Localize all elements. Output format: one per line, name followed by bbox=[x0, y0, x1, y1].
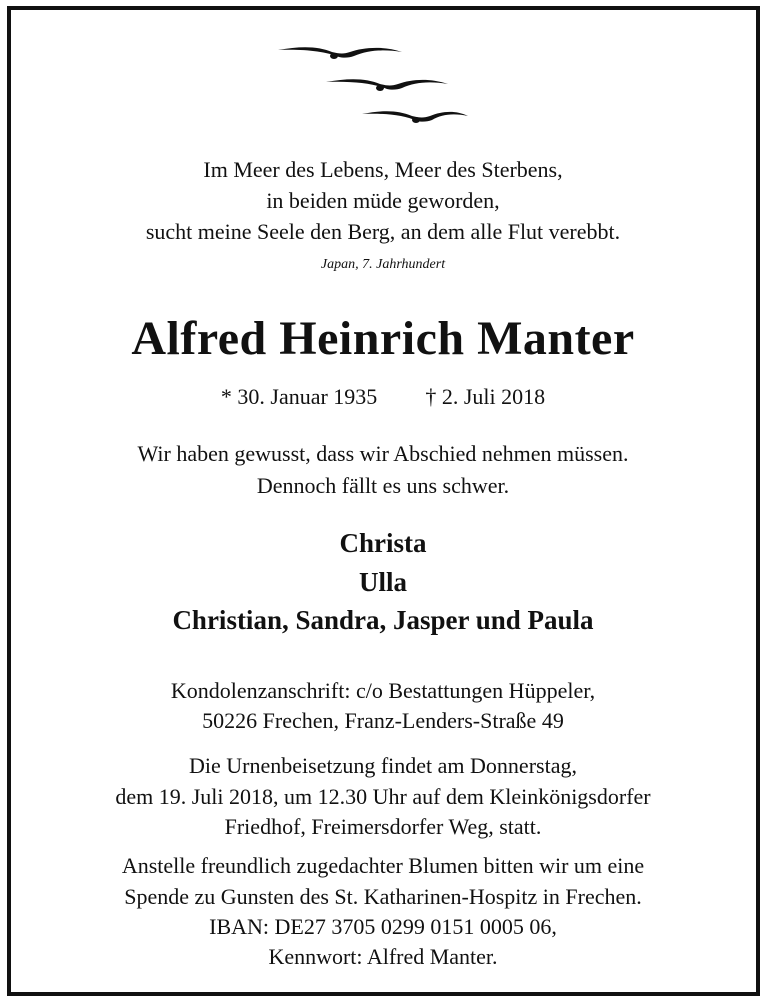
poem-source: Japan, 7. Jahrhundert bbox=[320, 257, 446, 272]
notice-border bbox=[7, 6, 760, 996]
poem-line: Im Meer des Lebens, Meer des Sterbens, bbox=[203, 157, 563, 182]
funeral-line: dem 19. Juli 2018, um 12.30 Uhr auf dem Kleinkönigsdorfer bbox=[115, 784, 651, 809]
birth-date: * 30. Januar 1935 bbox=[220, 384, 378, 409]
condolence-line: 50226 Frechen, Franz-Lenders-Straße 49 bbox=[202, 708, 564, 733]
mourner-name: Ulla bbox=[358, 567, 407, 597]
death-date: † 2. Juli 2018 bbox=[425, 384, 546, 409]
life-dates bbox=[0, 384, 766, 410]
donation-line: Spende zu Gunsten des St. Katharinen-Hospitz in Frechen. bbox=[124, 884, 642, 909]
donation-line: Anstelle freundlich zugedachter Blumen bitten wir um eine bbox=[121, 853, 645, 878]
condolence-line: Kondolenzanschrift: c/o Bestattungen Hüppeler, bbox=[170, 678, 596, 703]
mourner-name: Christian, Sandra, Jasper und Paula bbox=[172, 605, 594, 635]
poem-line: in beiden müde geworden, bbox=[266, 188, 500, 213]
funeral-line: Friedhof, Freimersdorfer Weg, statt. bbox=[224, 814, 542, 839]
donation-line: IBAN: DE27 3705 0299 0151 0005 06, bbox=[209, 914, 557, 939]
bird-1-icon bbox=[278, 47, 402, 57]
message-line: Dennoch fällt es uns schwer. bbox=[256, 473, 510, 498]
donation-line: Kennwort: Alfred Manter. bbox=[268, 944, 498, 969]
deceased-name: Alfred Heinrich Manter bbox=[131, 312, 635, 365]
bird-2-icon bbox=[326, 79, 448, 89]
poem-line: sucht meine Seele den Berg, an dem alle Flut verebbt. bbox=[145, 219, 621, 244]
flying-birds-icon bbox=[270, 38, 470, 133]
message-line: Wir haben gewusst, dass wir Abschied nehmen müssen. bbox=[137, 441, 629, 466]
mourner-name: Christa bbox=[339, 528, 427, 558]
funeral-line: Die Urnenbeisetzung findet am Donnerstag, bbox=[189, 753, 577, 778]
